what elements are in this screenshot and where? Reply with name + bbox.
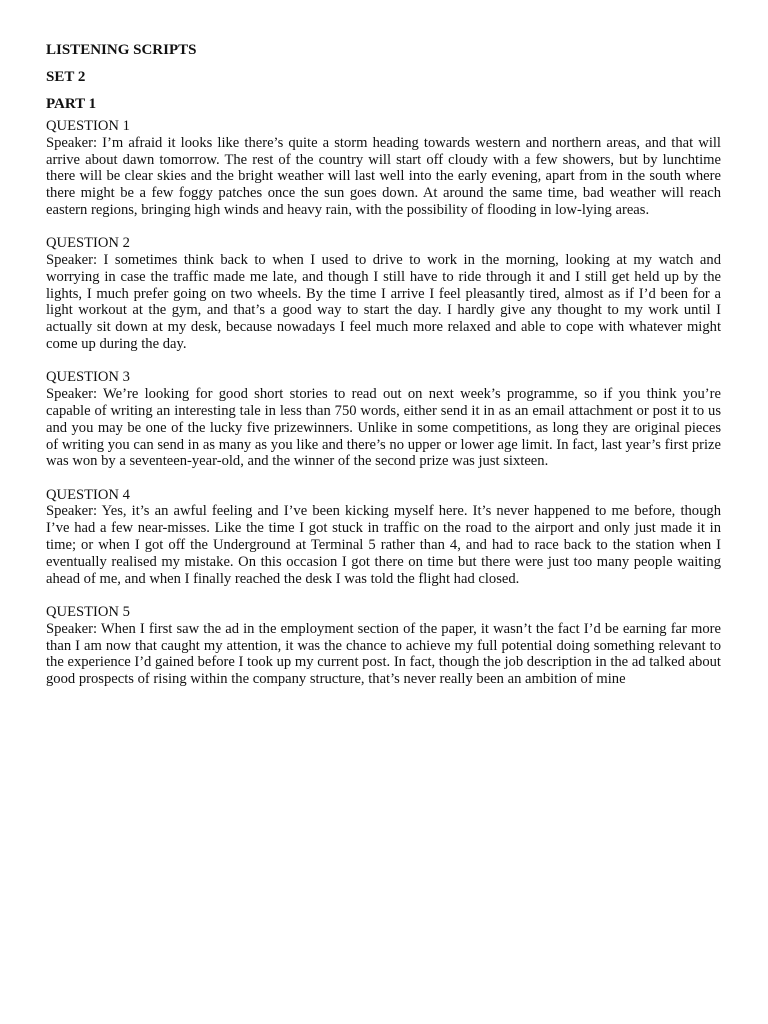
question-4-text: Speaker: Yes, it’s an awful feeling and I’ve been kicking myself here. It’s never happened to me before, though I’ve had a few near-misses. Like the time I got stuck in traffic on the road to the airport and only just made it in time; or when I got off the Underground at Terminal 5 rather than 4, and had to race back to the station when I eventually realised my mistake. On this occasion I got there on time but there were just too many people waiting ahead of me, and when I finally reached the desk I was told the flight had closed. — [46, 503, 721, 587]
question-1 — [46, 118, 721, 219]
question-1-label: QUESTION 1 — [46, 118, 130, 134]
question-3-text: Speaker: We’re looking for good short stories to read out on next week’s programme, so if you think you’re capable of writing an interesting tale in less than 750 words, either send it in as an email attachment or post it to us and you may be one of the lucky five prizewinners. Unlike in some competitions, as long they are original pieces of writing you can send in as many as you like and there’s no upper or lower age limit. In fact, last year’s first prize was won by a seventeen-year-old, and the winner of the second prize was just sixteen. — [46, 386, 721, 470]
question-5 — [46, 604, 721, 688]
question-5-text: Speaker: When I first saw the ad in the employment section of the paper, it wasn’t the fact I’d be earning far more than I am now that caught my attention, it was the chance to achieve my full potential doing something relevant to the experience I’d gained before I took up my current post. In fact, though the job description in the ad talked about good prospects of rising within the company structure, that’s never really been an ambition of mine — [46, 620, 721, 688]
part-heading: PART 1 — [46, 96, 97, 112]
question-3 — [46, 369, 721, 470]
question-1-text: Speaker: I’m afraid it looks like there’s quite a storm heading towards western and northern areas, and that will arrive about dawn tomorrow. The rest of the country will start off cloudy with a few showers, but by lunchtime there will be clear skies and the bright weather will last well into the early evening, apart from in the south where there might be a few foggy patches once the sun goes down. At around the same time, bad weather will reach eastern regions, bringing high winds and heavy rain, with the possibility of flooding in low-lying areas. — [46, 134, 721, 218]
question-5-label: QUESTION 5 — [46, 603, 130, 620]
question-4 — [46, 487, 721, 588]
question-2 — [46, 235, 721, 353]
question-2-label: QUESTION 2 — [46, 235, 130, 252]
question-2-text: Speaker: I sometimes think back to when I used to drive to work in the morning, looking at my watch and worrying in case the traffic made me late, and though I still have to ride through it and I still get held up by the lights, I much prefer going on two wheels. By the time I arrive I feel pleasantly tired, almost as if I’d been for a light workout at the gym, and that’s a good way to start the day. I hardly give any thought to my work until I actually sit down at my desk, because nowadays I feel much more relaxed and able to cope with whatever might come up during the day. — [46, 252, 721, 353]
question-4-label: QUESTION 4 — [46, 486, 130, 503]
set-heading: SET 2 — [46, 69, 86, 85]
question-3-label: QUESTION 3 — [46, 369, 130, 386]
document-page — [46, 42, 721, 704]
document-title: LISTENING SCRIPTS — [46, 42, 197, 58]
